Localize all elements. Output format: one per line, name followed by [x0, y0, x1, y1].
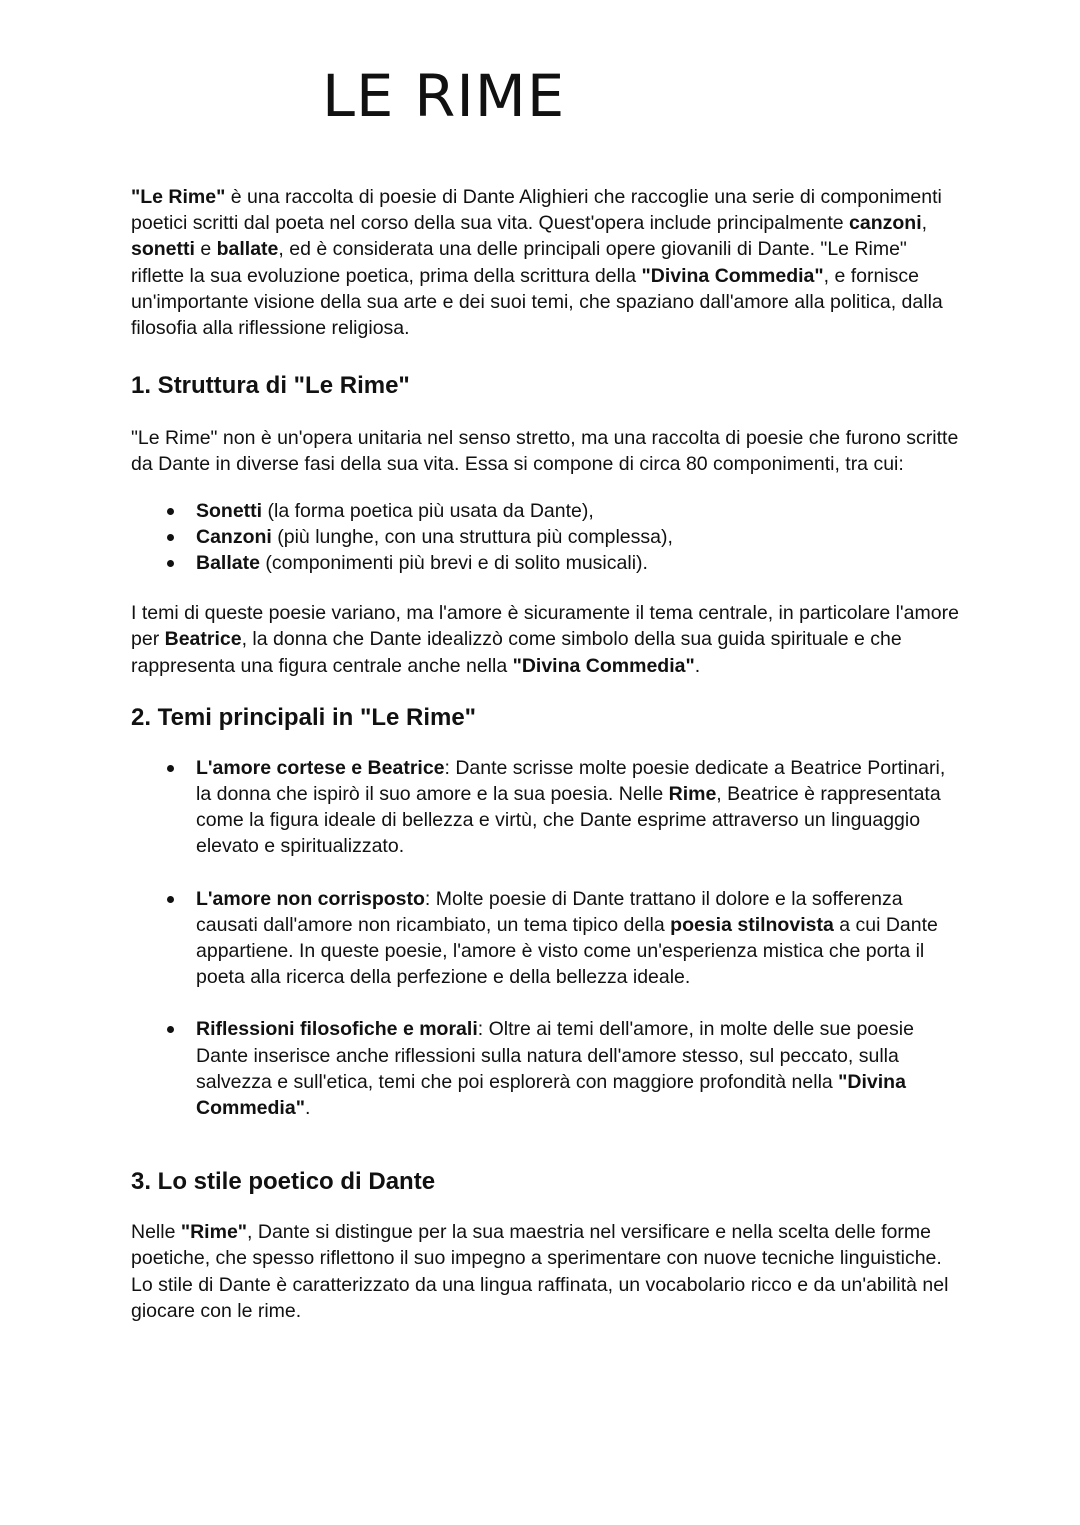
- list-item: [131, 755, 961, 860]
- form-desc: (più lunghe, con una struttura più complessa),: [271, 525, 673, 548]
- intro-text: è una raccolta di poesie di Dante Alighieri che raccoglie una serie di componimenti poetici scritti dal poeta nel corso della sua vita. Quest'opera include principalmente: [131, 186, 942, 235]
- poetic-forms-list: [131, 498, 961, 577]
- intro-bold-canzoni: canzoni: [849, 212, 922, 235]
- themes-bold-beatrice: Beatrice: [164, 628, 242, 651]
- theme-term: L'amore cortese e Beatrice: [196, 756, 445, 779]
- theme-text: : Dante scrisse molte poesie dedicate a Beatrice Portinari, la donna che ispirò il suo amore e la sua poesia. Nelle: [196, 756, 946, 806]
- theme-bold: Rime: [668, 783, 717, 806]
- form-desc: (componimenti più brevi e di solito musicali).: [259, 552, 648, 575]
- theme-term: Riflessioni filosofiche e morali: [196, 1018, 478, 1041]
- intro-text: , ed è considerata una delle principali opere giovanili di Dante. "Le Rime" riflette la sua evoluzione poetica, prima della scrittura della: [131, 238, 907, 287]
- section-3-paragraph: [131, 1219, 961, 1324]
- intro-paragraph: [131, 184, 961, 341]
- section-1-paragraph: "Le Rime" non è un'opera unitaria nel senso stretto, ma una raccolta di poesie che furono scritte da Dante in diverse fasi della sua vita. Essa si compone di circa 80 componimenti, tra cui:: [131, 427, 959, 476]
- list-item: [131, 886, 961, 991]
- intro-bold-le-rime: "Le Rime": [131, 186, 226, 208]
- themes-text: .: [694, 654, 701, 677]
- intro-text: e: [194, 238, 217, 261]
- section-3-heading: 3. Lo stile poetico di Dante: [131, 1168, 436, 1196]
- form-term: Sonetti: [196, 499, 263, 522]
- list-item: [131, 550, 961, 576]
- document-body: [131, 184, 961, 1324]
- style-text: Nelle: [131, 1221, 181, 1244]
- theme-text: , Beatrice è rappresentata come la figura ideale di bellezza e virtù, che Dante esprime attraverso un linguaggio elevato e spiritualizzato.: [196, 783, 941, 858]
- section-1-heading: 1. Struttura di "Le Rime": [131, 372, 410, 400]
- themes-bold-divina-commedia: "Divina Commedia": [512, 654, 695, 677]
- style-bold-rime: "Rime": [180, 1221, 248, 1244]
- form-term: Canzoni: [196, 525, 272, 548]
- theme-text: .: [304, 1097, 311, 1120]
- list-item: [131, 498, 961, 524]
- page-title: LE RIME: [322, 62, 566, 130]
- style-text: , Dante si distingue per la sua maestria nel versificare e nella scelta delle forme poetiche, che spesso riflettono il suo impegno a sperimentare con nuove tecniche linguistiche. Lo stile di Dante è caratterizzato da una lingua raffinata, un vocabolario ricco e da un'abilità nel giocare con le rime.: [131, 1221, 949, 1322]
- section-2-heading: 2. Temi principali in "Le Rime": [131, 703, 477, 731]
- intro-bold-sonetti: sonetti: [131, 238, 195, 261]
- theme-bold: poesia stilnovista: [670, 913, 834, 936]
- main-themes-list: [131, 755, 961, 1121]
- intro-text: ,: [921, 212, 928, 235]
- intro-bold-ballate: ballate: [216, 238, 279, 261]
- form-desc: (la forma poetica più usata da Dante),: [262, 499, 594, 522]
- intro-bold-divina-commedia: "Divina Commedia": [641, 264, 824, 287]
- intro-text: , e fornisce un'importante visione della sua arte e dei suoi temi, che spaziano dall'amore alla politica, dalla filosofia alla riflessione religiosa.: [131, 264, 943, 340]
- themes-paragraph: [131, 600, 961, 679]
- list-item: [131, 524, 961, 550]
- theme-text: a cui Dante appartiene. In queste poesie, l'amore è visto come un'esperienza mistica che porta il poeta alla ricerca della perfezione e della bellezza ideale.: [196, 913, 938, 989]
- list-item: [131, 1016, 961, 1121]
- theme-bold: "Divina Commedia": [196, 1070, 906, 1120]
- theme-text: : Molte poesie di Dante trattano il dolore e la sofferenza causati dall'amore non ricambiato, un tema tipico della: [196, 887, 903, 936]
- themes-text: I temi di queste poesie variano, ma l'amore è sicuramente il tema centrale, in particolare l'amore per: [131, 602, 959, 651]
- form-term: Ballate: [196, 552, 260, 575]
- theme-text: : Oltre ai temi dell'amore, in molte delle sue poesie Dante inserisce anche riflessioni sulla natura dell'amore stesso, sul peccato, sulla salvezza e sull'etica, temi che poi esplorerà con maggiore profondità nella: [196, 1018, 914, 1093]
- themes-text: , la donna che Dante idealizzò come simbolo della sua guida spirituale e che rappresenta una figura centrale anche nella: [131, 628, 902, 677]
- theme-term: L'amore non corrisposto: [196, 887, 425, 910]
